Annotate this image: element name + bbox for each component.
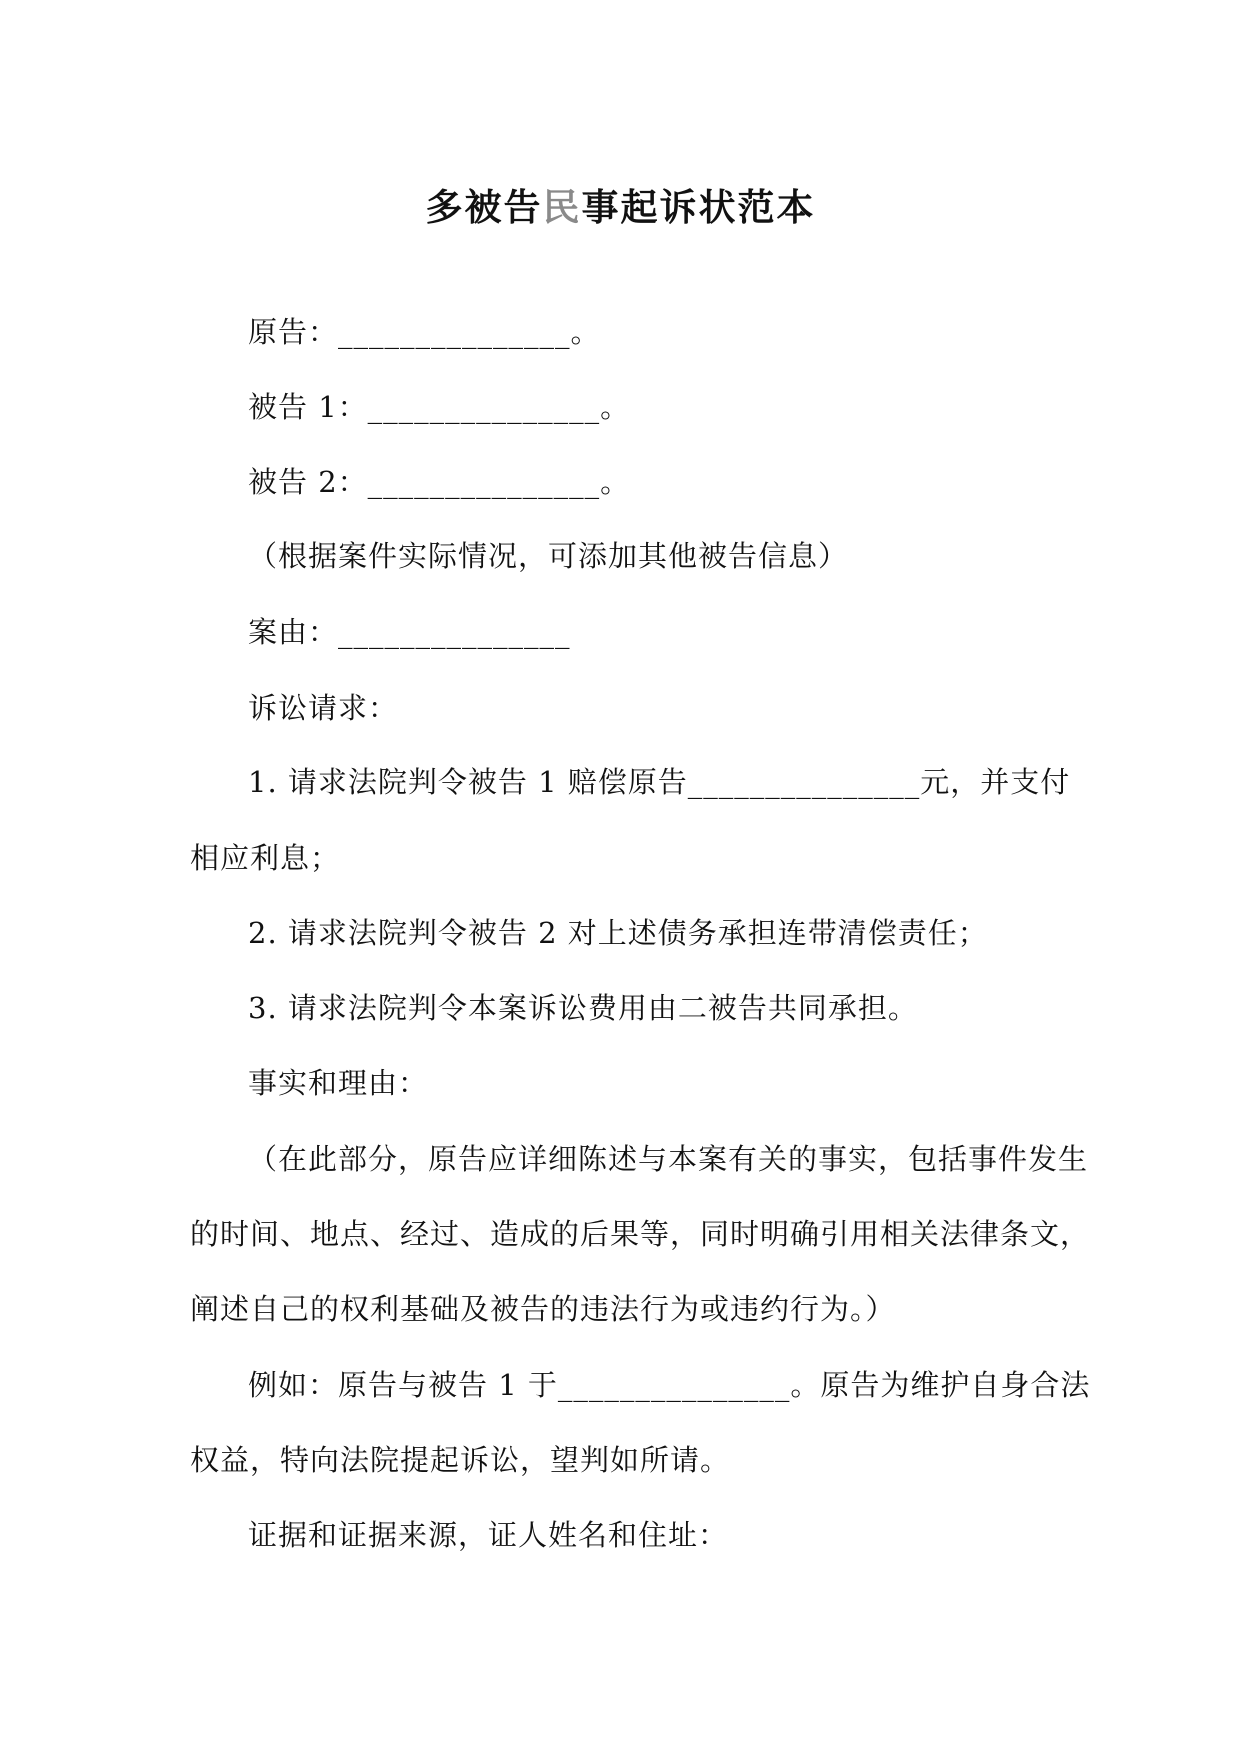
document-title [0, 183, 1241, 231]
claims-heading: 诉讼请求： [248, 691, 399, 725]
other-defendants-note: （根据案件实际情况，可添加其他被告信息） [248, 539, 849, 573]
defendant-2-line: 被告 2：_______________。 [248, 465, 631, 499]
claim-1-line-b: 相应利息； [190, 841, 341, 875]
facts-paragraph-line-1: （在此部分，原告应详细陈述与本案有关的事实，包括事件发生 [248, 1142, 1089, 1176]
example-line-2: 权益，特向法院提起诉讼，望判如所请。 [190, 1443, 731, 1477]
title-part-1: 多被告 [425, 185, 543, 229]
facts-heading: 事实和理由： [248, 1066, 429, 1100]
defendant-1-line: 被告 1：_______________。 [248, 390, 631, 424]
example-line-1: 例如：原告与被告 1 于_______________。原告为维护自身合法 [248, 1368, 1091, 1402]
cause-of-action-line: 案由：_______________ [248, 615, 571, 649]
facts-paragraph-line-3: 阐述自己的权利基础及被告的违法行为或违约行为。） [190, 1292, 896, 1326]
claim-1-line-a: 1. 请求法院判令被告 1 赔偿原告_______________元，并支付 [248, 765, 1071, 799]
facts-paragraph-line-2: 的时间、地点、经过、造成的后果等，同时明确引用相关法律条文， [190, 1217, 1091, 1251]
plaintiff-line: 原告：_______________。 [248, 315, 601, 349]
evidence-heading: 证据和证据来源，证人姓名和住址： [248, 1518, 729, 1552]
claim-2-line: 2. 请求法院判令被告 2 对上述债务承担连带清偿责任； [248, 916, 988, 950]
title-part-highlight: 民 [542, 185, 582, 229]
claim-3-line: 3. 请求法院判令本案诉讼费用由二被告共同承担。 [248, 991, 918, 1025]
title-part-2: 事起诉状范本 [581, 185, 816, 229]
